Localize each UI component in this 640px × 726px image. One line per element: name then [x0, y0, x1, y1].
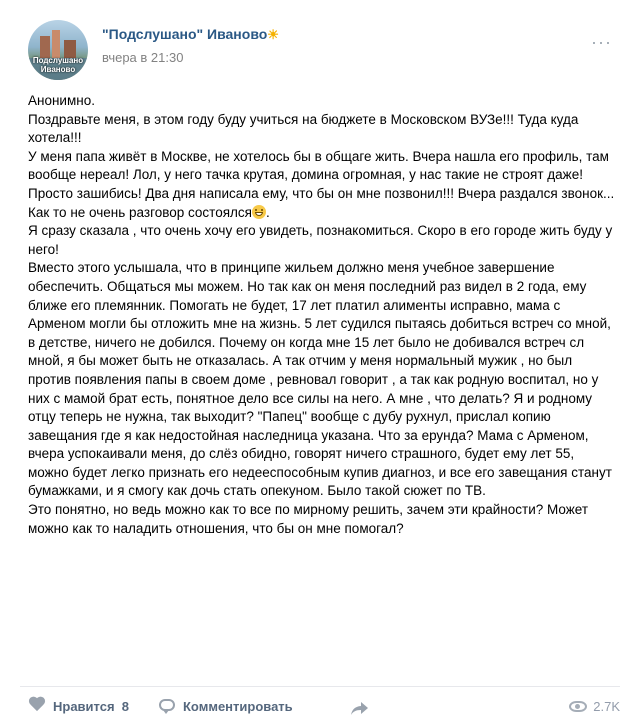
post-time[interactable]: вчера в 21:30 [102, 50, 184, 65]
avatar-building [52, 30, 60, 58]
heart-icon [28, 697, 46, 715]
comment-icon [158, 697, 176, 715]
more-options-icon[interactable]: ··· [591, 32, 612, 52]
author-name[interactable] [102, 26, 279, 43]
comment-bubble [159, 699, 175, 711]
post-text-part-2: . Я сразу сказала , что очень хочу его увидеть, познакомиться. Скоро в его городе жить буду у него! Вместо этого услышала, что в принципе жильем должно меня учебное завершение обеспечить. Общаться мы можем. Но так как он меня последний раз видел в 2 года, ему ближе его племянник. Помогать не будет, 17 лет платил алименты исправно, мама с Арменом могли бы отложить мне на жизнь. 5 лет судился пытаясь добиться встреч со мной, в детстве, ничего не добился. Почему он когда мне 15 лет было не добивался встреч сл мной, я бы может быть не отказалась. А так отчим у меня нормальный мужик , но был против появления папы в своем доме , ревновал говорит , а так как родную воспитал, но у них с мамой брат есть, понятное дело все силы на него. А мне , что делать? Я и родному отцу теперь не нужна, так выходит? "Папец" вообще с дубу рухнул, прислал копию завещания где я как недостойная наследница указана. Что за ерунда? Мама с Арменом, вчера успокаивали меня, до слёз обидно, говорят ничего страшного, будет ему лет 55, можно будет легко признать его недееспособным купив диагноз, и все его завещания станут бумажками, и я смогу как дочь стать опекуном. Было такой сюжет по ТВ. Это понятно, но ведь можно как то все по мирному решить, зачем эти крайности? Может можно как то наладить отношения, что бы он мне помогал? [28, 204, 613, 536]
avatar[interactable] [28, 20, 88, 80]
footer-divider [20, 686, 620, 687]
views-counter [569, 699, 620, 714]
sun-icon: ☀ [267, 27, 279, 42]
like-label: Нравится [53, 698, 115, 714]
comment-label: Комментировать [183, 698, 293, 714]
post-header [20, 12, 620, 82]
views-count: 2.7K [593, 699, 620, 714]
post-text-part-1: Анонимно. Поздравьте меня, в этом году буду учиться на бюджете в Московском ВУЗе!!! Туда куда хотела!!! У меня папа живёт в Москве, не хотелось бы в общаге жить. Вчера нашла его профиль, там вообще нереал! Лол, у него тачка крутая, домина огромная, у нас такие не строят даже! Просто зашибись! Два дня написала ему, что бы он мне позвонил!!! Вчера раздался звонок... Как то не очень разговор состоялся [28, 93, 615, 220]
avatar-logo-text: Подслушано Иваново [32, 56, 84, 74]
post-text [28, 92, 618, 538]
share-icon[interactable] [350, 700, 370, 716]
post-footer [20, 694, 620, 722]
grinning-face-sweat-icon [252, 205, 266, 219]
avatar-building [40, 36, 50, 58]
like-count: 8 [121, 698, 130, 714]
comment-button[interactable] [158, 697, 293, 715]
like-button[interactable] [28, 697, 129, 715]
eye-icon [569, 701, 587, 712]
author-name-label[interactable]: "Подслушано" Иваново [102, 26, 268, 42]
